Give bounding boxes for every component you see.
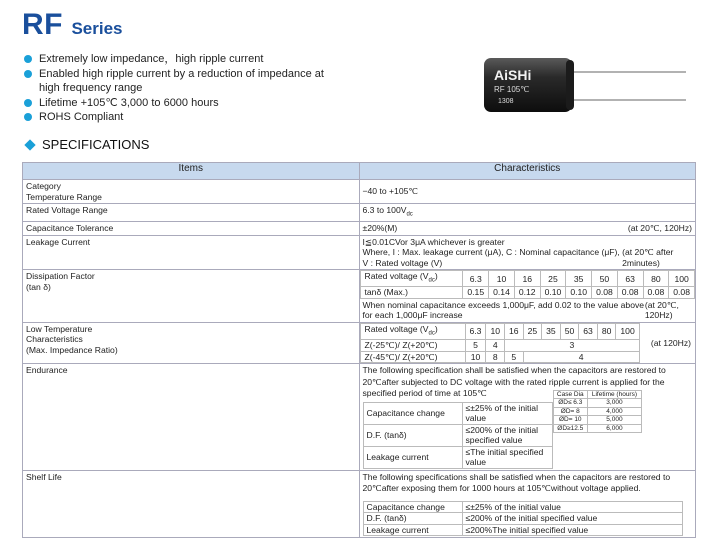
row-value: 6.3 to $100V_{dc}$ [359, 204, 696, 222]
shelf-table: Capacitance change ≤±25% of the initial value D.F. (tanδ) ≤200% of the initial specified value Leakage current ≤200%The initial specified value [363, 501, 683, 537]
row-value [359, 322, 696, 363]
brand-label: RF [22, 8, 63, 41]
table-row [23, 180, 696, 204]
table-row [23, 322, 696, 363]
feature-list [22, 52, 342, 125]
row-value: I≦0.01CVor 3μA whichever is greater Where, I : Max. leakage current (μA), C : Nominal capacitance (μF), V : Rated voltage (V) (at 20℃ after 2minutes) [359, 235, 696, 270]
capacitor-marking: RF 105℃ [494, 85, 530, 94]
series-title [22, 8, 123, 42]
table-row [23, 204, 696, 222]
row-label: Endurance [23, 364, 360, 471]
row-label: Capacitance Tolerance [23, 222, 360, 236]
endurance-table: Capacitance change ≤±25% of the initial value D.F. (tanδ) ≤200% of the initial specified value Leakage current ≤The initial specified value [363, 402, 553, 469]
bullet-icon [24, 70, 32, 78]
capacitor-code: 1308 [498, 98, 514, 105]
row-label: Dissipation Factor (tan δ) [23, 270, 360, 323]
row-label: Shelf Life [23, 470, 360, 538]
table-row [23, 270, 696, 323]
specifications-heading: SPECIFICATIONS [22, 137, 149, 152]
col-characteristics: Characteristics [359, 163, 696, 180]
row-label: Rated Voltage Range [23, 204, 360, 222]
diamond-icon [24, 139, 35, 150]
capacitor-image [480, 56, 690, 114]
feature-item: Extremely low impedance，high ripple current [22, 52, 342, 67]
spec-table [22, 162, 696, 538]
series-label: Series [71, 19, 123, 38]
df-table: Rated voltage $(V_{dc})$ 6.3 10 16 25 35 50 63 80 100 tanδ (Max.) 0.15 0.14 0.12 0.10 0.10 0.08 0.08 0.08 0.08 [360, 270, 696, 299]
col-items: Items [23, 163, 360, 180]
table-row [23, 364, 696, 471]
lt-table: Rated voltage $(V_{dc})$ 6.3 10 16 25 35 50 63 80 100 Z(-25℃)/ Z(+20℃) 5 4 3 Z(-45℃)/ Z(+20℃) 10 8 5 4 [360, 323, 640, 363]
row-label: Low Temperature Characteristics (Max. Impedance Ratio) [23, 322, 360, 363]
row-value: −40 to +105℃ [359, 180, 696, 204]
bullet-icon [24, 99, 32, 107]
table-row [23, 235, 696, 270]
row-label: Leakage Current [23, 235, 360, 270]
lt-condition: (at 120Hz) [650, 337, 691, 348]
row-label: Category Temperature Range [23, 180, 360, 204]
bullet-icon [24, 113, 32, 121]
table-row [23, 470, 696, 538]
feature-item: Lifetime +105℃ 3,000 to 6000 hours [22, 96, 342, 111]
feature-item: Enabled high ripple current by a reduction of impedance at high frequency range [22, 67, 342, 96]
table-row [23, 222, 696, 236]
feature-item: ROHS Compliant [22, 110, 342, 125]
capacitor-logo: AiSHi [494, 67, 532, 83]
row-value: Rated voltage $(V_{dc})$ 6.3 10 16 25 35 50 63 80 100 tanδ (Max.) 0.15 0.14 0.12 0.10 0.10 0.08 0.08 0.08 0.08 When nominal capacitance exceeds 1,000μF, add 0.02 to the value above for each 1,000μF increase (at 20℃, 120Hz) [359, 270, 696, 323]
bullet-icon [24, 55, 32, 63]
row-value: The following specification shall be satisfied when the capacitors are restored to 20℃after subjected to DC voltage with the rated ripple current is applied for the specified period of time at 105℃ Capacitance change ≤±25% of the initial value D.F. (tanδ) ≤200% of the initial specified value Leakage current ≤The initial specified value Case Dia Lifetime (hours) ØD≤ 6.3 3,000 ØD= 8 4,000 ØD= 10 5,000 ØD≥12.5 6,000 [359, 364, 696, 471]
lifetime-table: Case Dia Lifetime (hours) ØD≤ 6.3 3,000 ØD= 8 4,000 ØD= 10 5,000 ØD≥12.5 6,000 [553, 390, 642, 434]
row-value: The following specifications shall be satisfied when the capacitors are restored to 20℃after exposing them for 1000 hours at 105℃without voltage applied. Capacitance change ≤±25% of the initial value D.F. (tanδ) ≤200% of the initial specified value Leakage current ≤200%The initial specified value [359, 470, 696, 538]
row-value: ±20%(M) (at 20℃, 120Hz) [359, 222, 696, 236]
